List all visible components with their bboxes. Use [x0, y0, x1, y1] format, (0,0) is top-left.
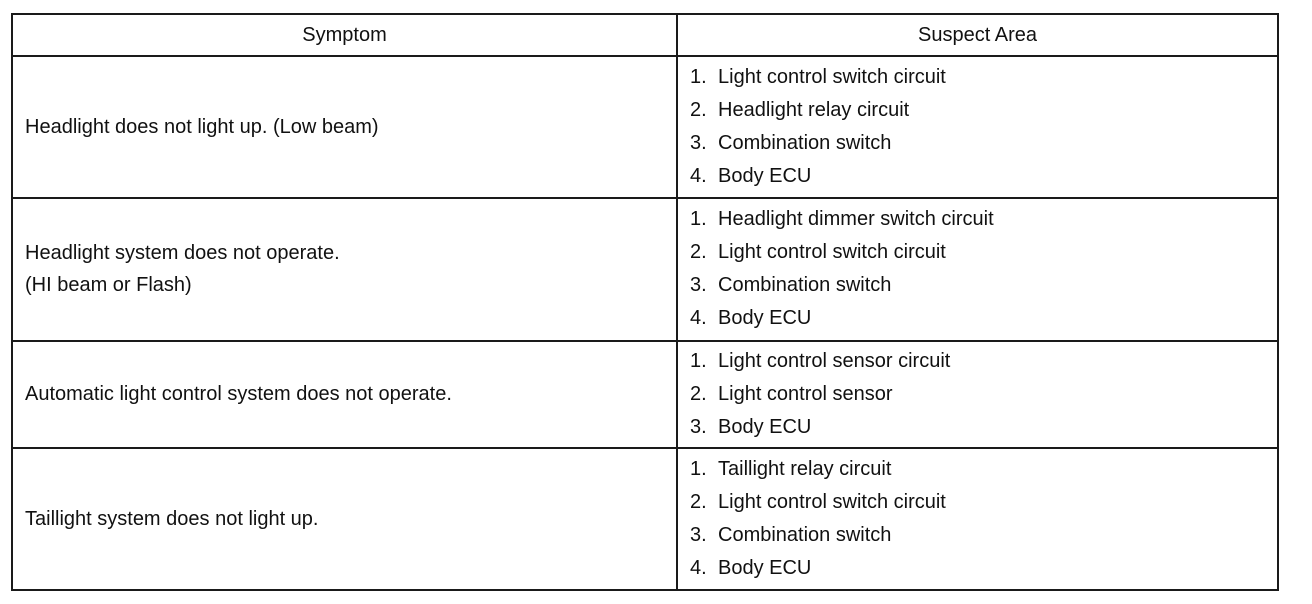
table-row — [12, 341, 1278, 448]
suspect-area-item — [690, 345, 1277, 378]
suspect-area-text: Body ECU — [718, 415, 812, 438]
suspect-area-item — [690, 269, 1277, 302]
suspect-area-text: Headlight relay circuit — [718, 99, 910, 122]
symptom-column-header: Symptom — [12, 14, 677, 56]
suspect-area-item — [690, 160, 1277, 193]
suspect-area-number: 3. — [690, 523, 707, 546]
suspect-area-item — [690, 453, 1277, 486]
suspect-area-number: 4. — [690, 165, 707, 188]
suspect-area-text: Combination switch — [718, 523, 892, 546]
suspect-area-number: 4. — [690, 556, 707, 579]
table-body — [12, 56, 1278, 590]
suspect-area-cell — [677, 56, 1278, 198]
suspect-area-text: Light control switch circuit — [718, 490, 946, 513]
suspect-area-item — [690, 552, 1277, 585]
symptom-cell — [12, 56, 677, 198]
suspect-area-item — [690, 94, 1277, 127]
suspect-area-text: Headlight dimmer switch circuit — [718, 208, 994, 231]
suspect-area-item — [690, 236, 1277, 269]
troubleshooting-table — [11, 13, 1279, 591]
suspect-area-item — [690, 378, 1277, 411]
table-header-row — [12, 14, 1278, 56]
suspect-area-text: Body ECU — [718, 556, 812, 579]
suspect-area-item — [690, 519, 1277, 552]
suspect-area-number: 2. — [690, 490, 707, 513]
suspect-area-item — [690, 203, 1277, 236]
suspect-area-text: Light control sensor — [718, 382, 893, 405]
suspect-area-number: 2. — [690, 99, 707, 122]
suspect-area-column-header: Suspect Area — [677, 14, 1278, 56]
suspect-area-item — [690, 302, 1277, 335]
suspect-area-cell — [677, 341, 1278, 448]
suspect-area-text: Body ECU — [718, 165, 812, 188]
suspect-area-text: Taillight relay circuit — [718, 457, 892, 480]
suspect-area-text: Body ECU — [718, 307, 812, 330]
suspect-area-cell — [677, 448, 1278, 590]
suspect-area-cell — [677, 198, 1278, 340]
symptom-cell — [12, 448, 677, 590]
suspect-area-text: Combination switch — [718, 274, 892, 297]
suspect-area-text: Light control switch circuit — [718, 66, 946, 89]
suspect-area-item — [690, 61, 1277, 94]
table-row — [12, 56, 1278, 198]
symptom-text: (HI beam or Flash) — [25, 274, 192, 297]
suspect-area-item — [690, 486, 1277, 519]
table-row — [12, 198, 1278, 340]
suspect-area-text: Light control sensor circuit — [718, 349, 951, 372]
suspect-area-number: 1. — [690, 208, 707, 231]
suspect-area-number: 1. — [690, 457, 707, 480]
suspect-area-number: 2. — [690, 382, 707, 405]
suspect-area-number: 3. — [690, 274, 707, 297]
suspect-area-text: Combination switch — [718, 132, 892, 155]
suspect-area-item — [690, 127, 1277, 160]
symptom-text: Headlight system does not operate. — [25, 242, 340, 265]
suspect-area-number: 1. — [690, 349, 707, 372]
suspect-area-number: 1. — [690, 66, 707, 89]
suspect-area-text: Light control switch circuit — [718, 241, 946, 264]
symptom-text: Taillight system does not light up. — [25, 507, 319, 530]
suspect-area-number: 2. — [690, 241, 707, 264]
suspect-area-number: 3. — [690, 415, 707, 438]
symptom-cell — [12, 198, 677, 340]
troubleshooting-table-wrapper — [11, 13, 1277, 591]
table-row — [12, 448, 1278, 590]
symptom-text: Automatic light control system does not operate. — [25, 383, 452, 406]
suspect-area-number: 4. — [690, 307, 707, 330]
symptom-text: Headlight does not light up. (Low beam) — [25, 116, 379, 139]
suspect-area-item — [690, 411, 1277, 444]
symptom-cell — [12, 341, 677, 448]
suspect-area-number: 3. — [690, 132, 707, 155]
